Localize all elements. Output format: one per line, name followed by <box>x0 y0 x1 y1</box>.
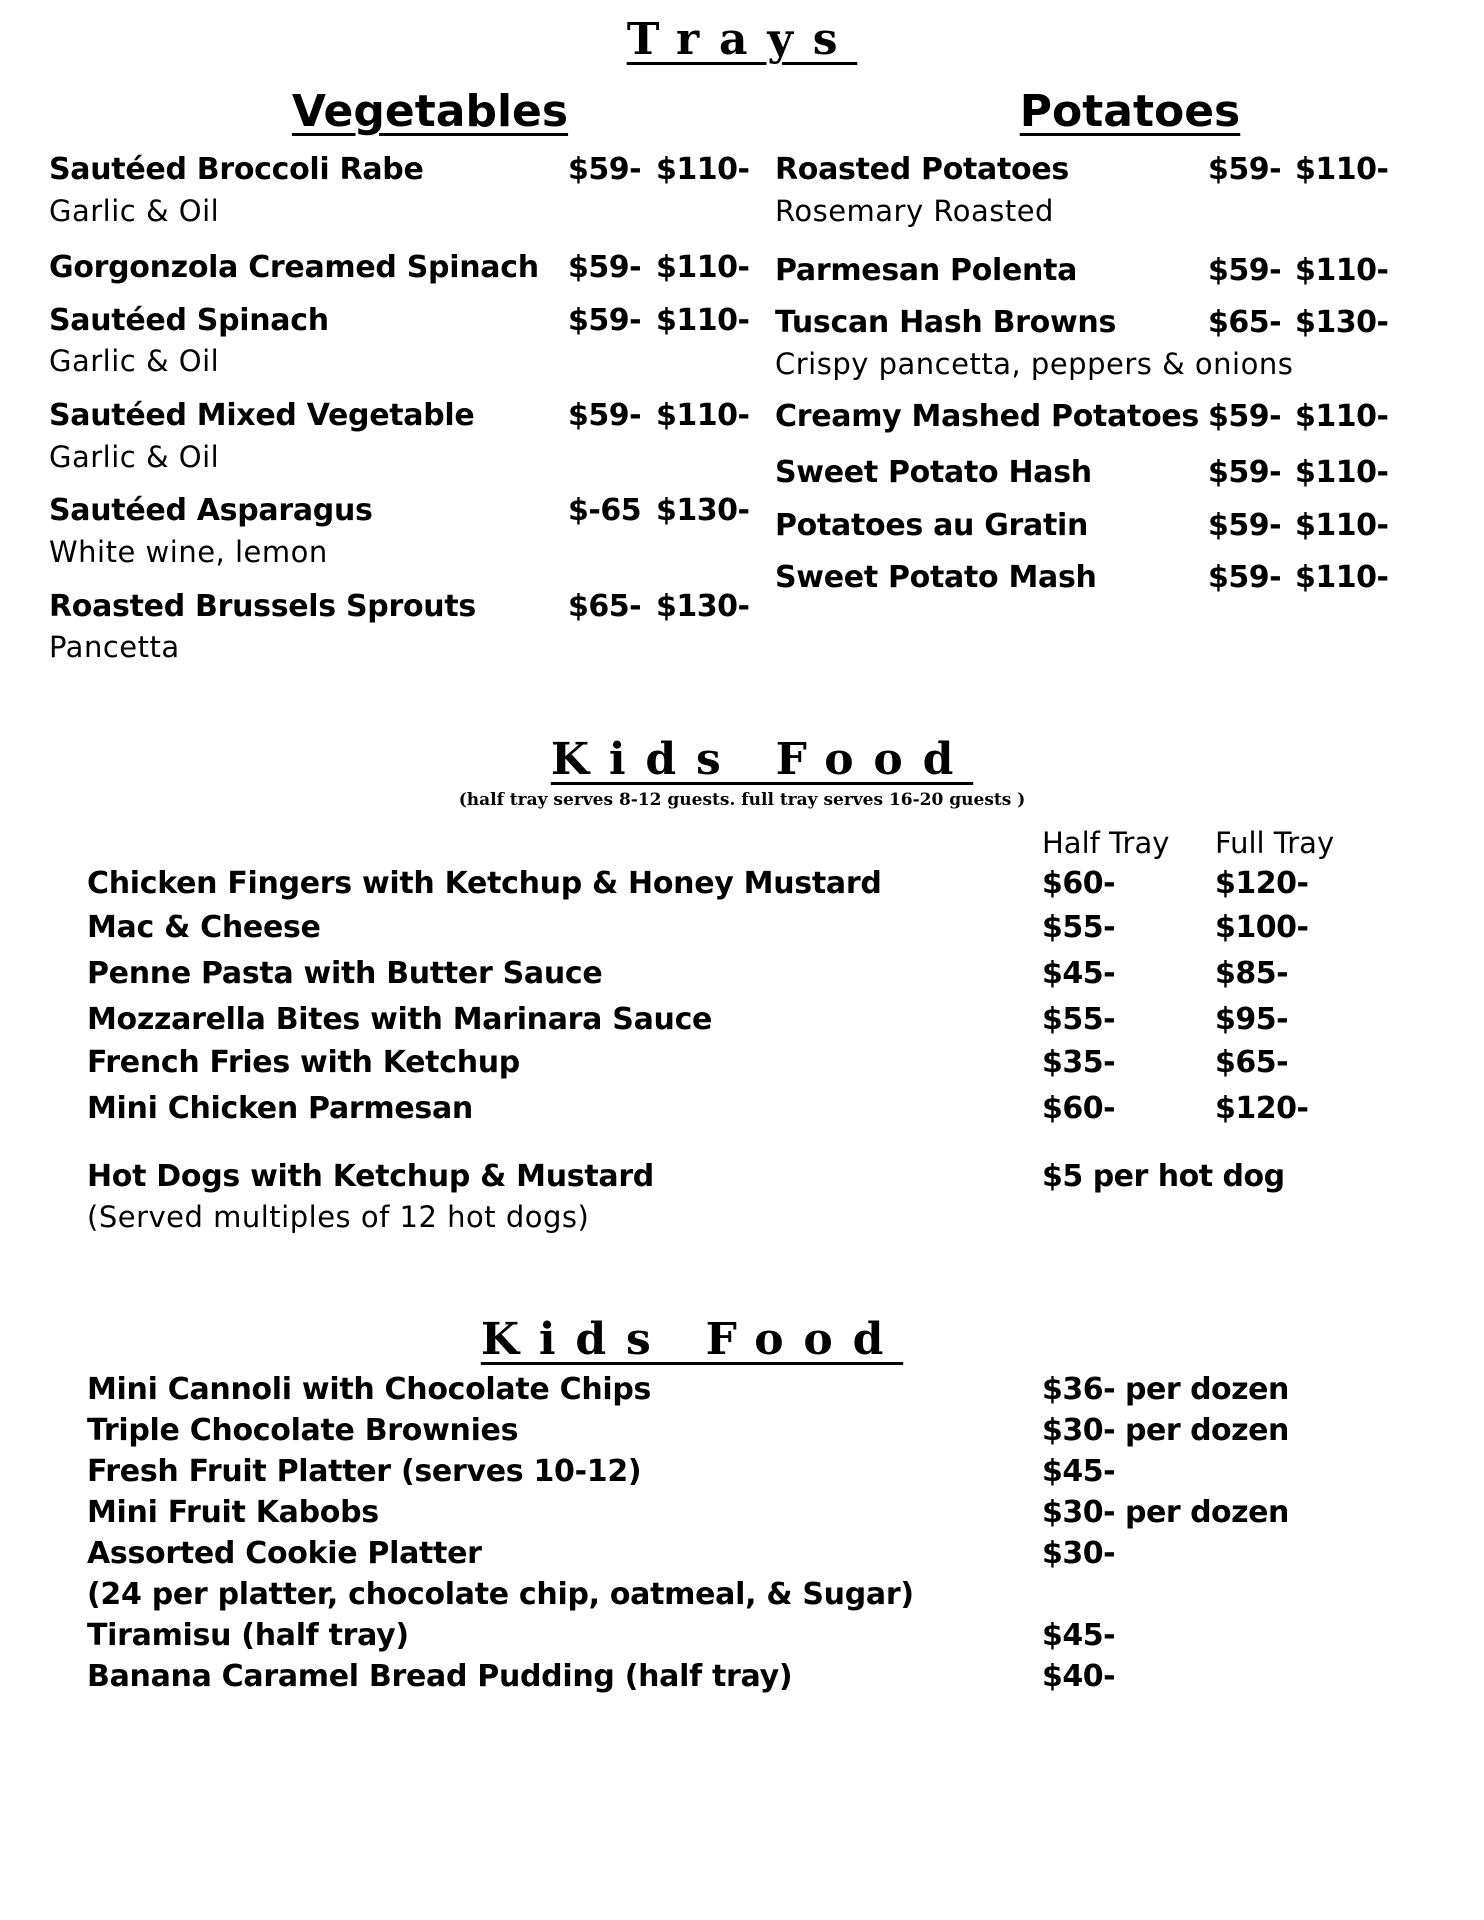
veg-item-name: Roasted Brussels Sprouts <box>49 589 476 624</box>
trays-title <box>0 14 1484 65</box>
dessert-item-name: Fresh Fruit Platter (serves 10-12) <box>87 1454 642 1489</box>
vegetables-title: Vegetables <box>291 86 569 137</box>
dessert-item-price: $45- <box>1042 1618 1116 1653</box>
veg-item-half-price: $59- <box>568 152 642 187</box>
potato-item-name: Sweet Potato Mash <box>775 560 1097 595</box>
potato-item-desc: Crispy pancetta, peppers & onions <box>775 347 1294 381</box>
potato-item-name: Potatoes au Gratin <box>775 508 1089 543</box>
veg-item-desc: White wine, lemon <box>49 535 328 569</box>
veg-item-full-price: $110- <box>656 250 750 285</box>
dessert-item-name: Banana Caramel Bread Pudding (half tray) <box>87 1659 793 1694</box>
veg-item-full-price: $110- <box>656 303 750 338</box>
dessert-item-name: Mini Fruit Kabobs <box>87 1495 379 1530</box>
kids-food-title-text: Kids Food <box>550 734 974 785</box>
kids-food-title <box>0 734 1484 785</box>
kids-item-name: Chicken Fingers with Ketchup & Honey Mustard <box>87 866 882 901</box>
potato-item-half-price: $65- <box>1208 305 1282 340</box>
veg-item-half-price: $65- <box>568 589 642 624</box>
veg-item-full-price: $130- <box>656 493 750 528</box>
veg-item-full-price: $110- <box>656 152 750 187</box>
dessert-item-price: $36- per dozen <box>1042 1372 1289 1407</box>
potato-item-name: Sweet Potato Hash <box>775 455 1092 490</box>
veg-item-half-price: $59- <box>568 303 642 338</box>
potato-item-half-price: $59- <box>1208 455 1282 490</box>
kids-item-name: Mozzarella Bites with Marinara Sauce <box>87 1002 713 1037</box>
potato-item-half-price: $59- <box>1208 560 1282 595</box>
kids-item-full-price: $65- <box>1215 1045 1289 1080</box>
potato-item-name: Parmesan Polenta <box>775 253 1078 288</box>
hotdogs-note: (Served multiples of 12 hot dogs) <box>87 1200 590 1234</box>
hotdogs-name: Hot Dogs with Ketchup & Mustard <box>87 1159 654 1194</box>
veg-item-desc: Garlic & Oil <box>49 194 220 228</box>
veg-item-name: Sautéed Asparagus <box>49 493 373 528</box>
full-tray-header: Full Tray <box>1215 826 1335 860</box>
veg-item-desc: Garlic & Oil <box>49 440 220 474</box>
kids-item-half-price: $35- <box>1042 1045 1116 1080</box>
veg-item-name: Sautéed Broccoli Rabe <box>49 152 424 187</box>
potatoes-title: Potatoes <box>1019 86 1241 137</box>
kids-item-full-price: $95- <box>1215 1002 1289 1037</box>
kids-item-half-price: $55- <box>1042 910 1116 945</box>
potato-item-full-price: $110- <box>1295 399 1389 434</box>
veg-item-name: Sautéed Mixed Vegetable <box>49 398 475 433</box>
veg-item-desc: Pancetta <box>49 630 180 664</box>
desserts-title-text: Kids Food <box>480 1314 904 1365</box>
potato-item-full-price: $110- <box>1295 253 1389 288</box>
potato-item-name: Roasted Potatoes <box>775 152 1069 187</box>
dessert-item-price: $30- <box>1042 1536 1116 1571</box>
hotdogs-price: $5 per hot dog <box>1042 1159 1285 1194</box>
potato-item-full-price: $110- <box>1295 152 1389 187</box>
kids-item-name: French Fries with Ketchup <box>87 1045 520 1080</box>
dessert-item-name: Assorted Cookie Platter <box>87 1536 482 1571</box>
kids-item-full-price: $120- <box>1215 1091 1309 1126</box>
trays-title-text: Trays <box>626 14 858 65</box>
half-tray-header: Half Tray <box>1042 826 1170 860</box>
dessert-item-price: $45- <box>1042 1454 1116 1489</box>
dessert-item-name: Triple Chocolate Brownies <box>87 1413 519 1448</box>
veg-item-half-price: $-65 <box>568 493 642 528</box>
potato-item-full-price: $110- <box>1295 455 1389 490</box>
potato-item-half-price: $59- <box>1208 399 1282 434</box>
kids-item-full-price: $100- <box>1215 910 1309 945</box>
kids-item-name: Mini Chicken Parmesan <box>87 1091 473 1126</box>
dessert-item-name: Mini Cannoli with Chocolate Chips <box>87 1372 652 1407</box>
kids-item-full-price: $120- <box>1215 866 1309 901</box>
kids-serving-note: (half tray serves 8-12 guests. full tray serves 16-20 guests ) <box>458 790 1026 810</box>
veg-item-half-price: $59- <box>568 250 642 285</box>
dessert-item-price: $30- per dozen <box>1042 1495 1289 1530</box>
dessert-item-price: $30- per dozen <box>1042 1413 1289 1448</box>
kids-item-name: Penne Pasta with Butter Sauce <box>87 956 603 991</box>
veg-item-name: Sautéed Spinach <box>49 303 329 338</box>
veg-item-full-price: $110- <box>656 398 750 433</box>
veg-item-name: Gorgonzola Creamed Spinach <box>49 250 539 285</box>
dessert-item-price: $40- <box>1042 1659 1116 1694</box>
veg-item-desc: Garlic & Oil <box>49 344 220 378</box>
potato-item-name: Creamy Mashed Potatoes <box>775 399 1199 434</box>
potato-item-name: Tuscan Hash Browns <box>775 305 1117 340</box>
potato-item-full-price: $110- <box>1295 560 1389 595</box>
kids-item-half-price: $60- <box>1042 1091 1116 1126</box>
dessert-item-name: (24 per platter, chocolate chip, oatmeal, & Sugar) <box>87 1577 914 1612</box>
veg-item-half-price: $59- <box>568 398 642 433</box>
potato-item-desc: Rosemary Roasted <box>775 194 1054 228</box>
kids-item-half-price: $55- <box>1042 1002 1116 1037</box>
dessert-item-name: Tiramisu (half tray) <box>87 1618 409 1653</box>
kids-item-full-price: $85- <box>1215 956 1289 991</box>
potato-item-full-price: $130- <box>1295 305 1389 340</box>
potato-item-half-price: $59- <box>1208 508 1282 543</box>
kids-item-name: Mac & Cheese <box>87 910 321 945</box>
potato-item-full-price: $110- <box>1295 508 1389 543</box>
desserts-title <box>0 1314 1434 1365</box>
potato-item-half-price: $59- <box>1208 152 1282 187</box>
kids-item-half-price: $45- <box>1042 956 1116 991</box>
potato-item-half-price: $59- <box>1208 253 1282 288</box>
veg-item-full-price: $130- <box>656 589 750 624</box>
kids-item-half-price: $60- <box>1042 866 1116 901</box>
